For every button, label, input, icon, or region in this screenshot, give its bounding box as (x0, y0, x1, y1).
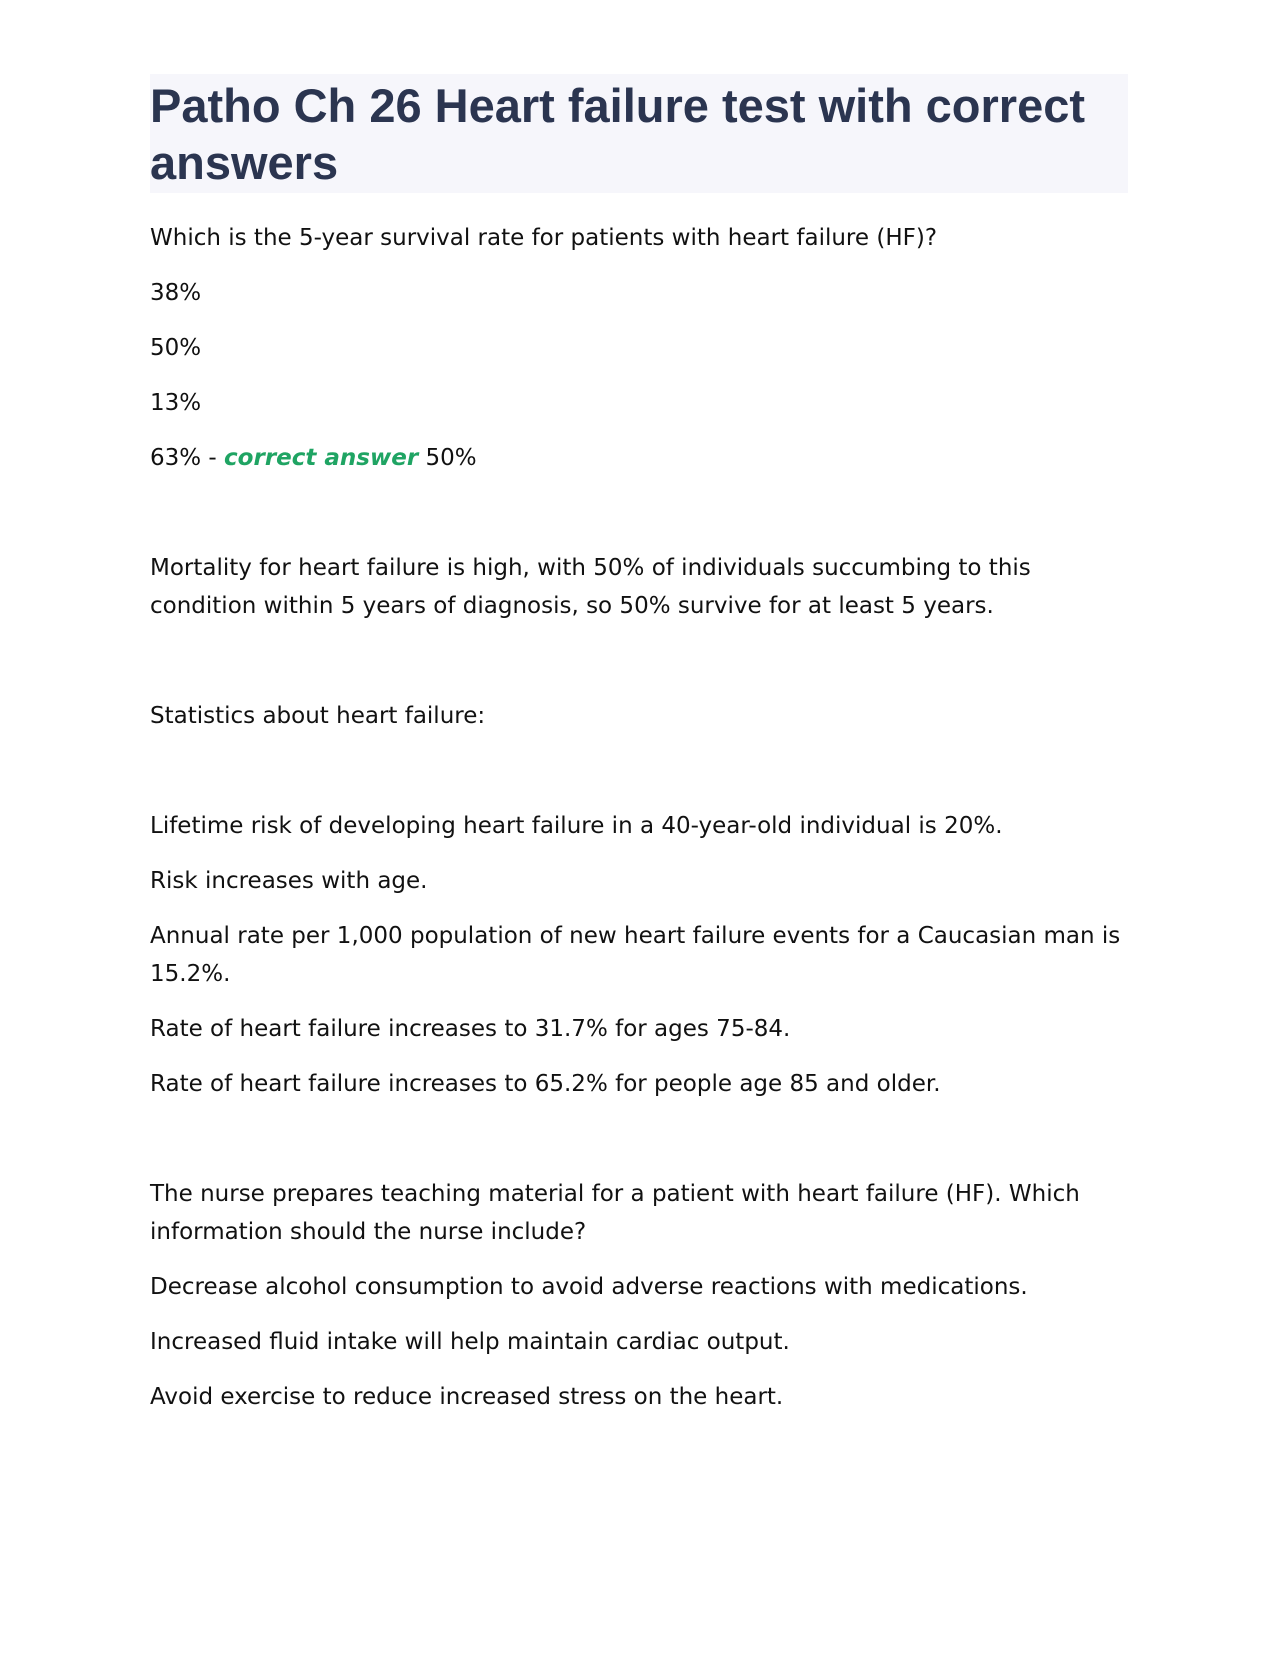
question-1-option-d-text: 63% - (150, 445, 225, 471)
question-1-option-c: 13% (150, 390, 202, 416)
question-2-option-c: Avoid exercise to reduce increased stress on the heart. (150, 1384, 784, 1410)
question-1-option-d (150, 439, 1128, 477)
question-1-option-b: 50% (150, 335, 202, 361)
statistics-heading: Statistics about heart failure: (150, 703, 486, 729)
question-2-option-b: Increased fluid intake will help maintain cardiac output. (150, 1329, 790, 1355)
title-banner (150, 74, 1128, 193)
statistic-item: Rate of heart failure increases to 31.7% for ages 75-84. (150, 1016, 791, 1042)
statistic-item: Risk increases with age. (150, 868, 428, 894)
statistic-item: Annual rate per 1,000 population of new heart failure events for a Caucasian man is 15.2%. (150, 923, 1121, 987)
statistic-item: Lifetime risk of developing heart failure in a 40-year-old individual is 20%. (150, 813, 1003, 839)
question-1-explanation: Mortality for heart failure is high, with 50% of individuals succumbing to this condition within 5 years of diagnosis, so 50% survive for at least 5 years. (150, 555, 1031, 619)
statistic-item: Rate of heart failure increases to 65.2% for people age 85 and older. (150, 1071, 941, 1097)
question-2-option-a: Decrease alcohol consumption to avoid adverse reactions with medications. (150, 1274, 1028, 1300)
spacer (150, 642, 1128, 697)
spacer (150, 1120, 1128, 1175)
question-2-text: The nurse prepares teaching material for a patient with heart failure (HF). Which information should the nurse include? (150, 1181, 1080, 1245)
correct-answer-value: 50% (418, 445, 477, 471)
document-page (150, 74, 1128, 1433)
page-title: Patho Ch 26 Heart failure test with correct answers (150, 79, 1086, 189)
spacer (150, 494, 1128, 549)
correct-answer-label: correct answer (224, 445, 419, 471)
spacer (150, 752, 1128, 807)
question-1-text: Which is the 5-year survival rate for patients with heart failure (HF)? (150, 225, 938, 251)
question-1-option-a: 38% (150, 280, 202, 306)
